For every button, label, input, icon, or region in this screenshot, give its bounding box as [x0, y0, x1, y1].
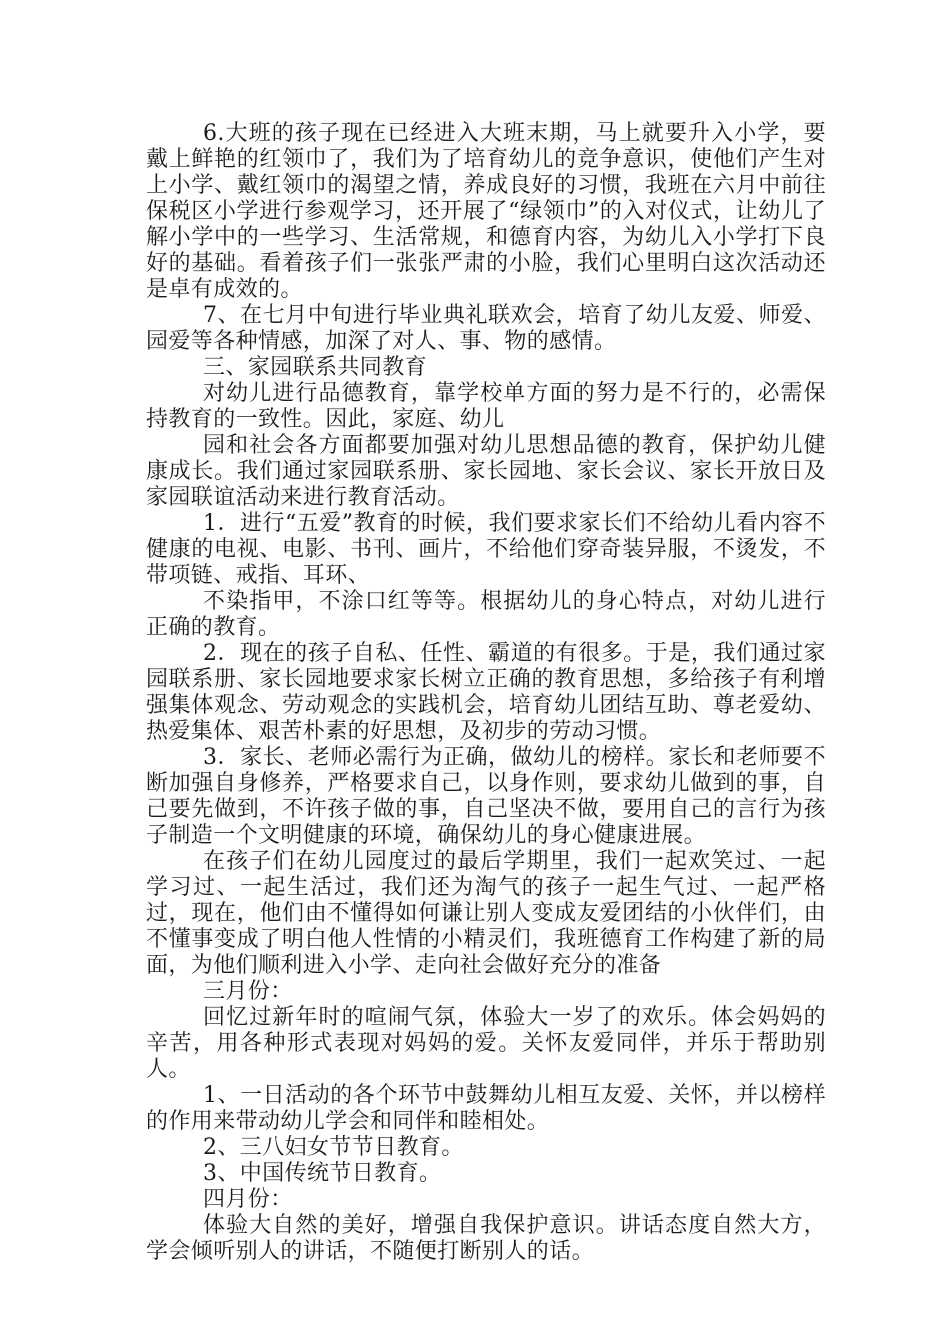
paragraph-item-2: 2．现在的孩子自私、任性、霸道的有很多。于是，我们通过家园联系册、家长园地要求家长树立正确的教育思想，多给孩子有利增强集体观念、劳动观念的实践机会，培育幼儿团结互助、尊老爱幼、热爱集体、艰苦朴素的好思想，及初步的劳动习惯。 — [146, 641, 826, 744]
paragraph-item-3: 3．家长、老师必需行为正确，做幼儿的榜样。家长和老师要不断加强自身修养，严格要求自己，以身作则，要求幼儿做到的事，自己要先做到，不许孩子做的事，自己坚决不做，要用自己的言行为孩子制造一个文明健康的环境，确保幼儿的身心健康进展。 — [146, 745, 826, 848]
paragraph-graduation-visit: 6.大班的孩子现在已经进入大班末期，马上就要升入小学，要戴上鲜艳的红领巾了，我们为了培育幼儿的竞争意识，使他们产生对上小学、戴红领巾的渴望之情，养成良好的习惯，我班在六月中前往保税区小学进行参观学习，还开展了“绿领巾”的入对仪式，让幼儿了解小学中的一些学习、生活常规，和德育内容，为幼儿入小学打下良好的基础。看着孩子们一张张严肃的小脸，我们心里明白这次活动还是卓有成效的。 — [146, 121, 826, 302]
paragraph-graduation-party: 7、在七月中旬进行毕业典礼联欢会，培育了幼儿友爱、师爱、园爱等各种情感，加深了对人、事、物的感情。 — [146, 303, 826, 354]
paragraph-march-goals: 回忆过新年时的喧闹气氛，体验大一岁了的欢乐。体会妈妈的辛苦，用各种形式表现对妈妈的爱。关怀友爱同伴，并乐于帮助别人。 — [146, 1005, 826, 1082]
paragraph-item-1-continued: 不染指甲，不涂口红等等。根据幼儿的身心特点，对幼儿进行正确的教育。 — [146, 589, 826, 640]
section-heading-home-school: 三、家园联系共同教育 — [203, 355, 428, 380]
month-heading-march: 三月份： — [203, 979, 293, 1004]
paragraph-march-item-2: 2、三八妇女节节日教育。 — [203, 1135, 464, 1160]
paragraph-summary: 在孩子们在幼儿园度过的最后学期里，我们一起欢笑过、一起学习过、一起生活过，我们还为淘气的孩子一起生气过、一起严格过，现在，他们由不懂得如何谦让别人变成友爱团结的小伙伴们，由不懂事变成了明白他人性情的小精灵们，我班德育工作构建了新的局面，为他们顺利进入小学、走向社会做好充分的准备 — [146, 849, 826, 978]
document-page — [146, 121, 826, 1265]
paragraph-march-item-3: 3、中国传统节日教育。 — [203, 1161, 442, 1186]
paragraph-march-item-1: 1、一日活动的各个环节中鼓舞幼儿相互友爱、关怀，并以榜样的作用来带动幼儿学会和同伴和睦相处。 — [146, 1083, 826, 1134]
paragraph-april-goals: 体验大自然的美好，增强自我保护意识。讲话态度自然大方，学会倾听别人的讲话，不随便打断别人的话。 — [146, 1213, 826, 1264]
paragraph-item-1: 1．进行“五爱”教育的时候，我们要求家长们不给幼儿看内容不健康的电视、电影、书刊、画片，不给他们穿奇装异服，不烫发，不带项链、戒指、耳环、 — [146, 511, 826, 588]
paragraph-consistency: 对幼儿进行品德教育，靠学校单方面的努力是不行的，必需保持教育的一致性。因此，家庭、幼儿 — [146, 381, 826, 432]
month-heading-april: 四月份： — [203, 1187, 293, 1212]
paragraph-cooperation: 园和社会各方面都要加强对幼儿思想品德的教育，保护幼儿健康成长。我们通过家园联系册、家长园地、家长会议、家长开放日及家园联谊活动来进行教育活动。 — [146, 433, 826, 510]
